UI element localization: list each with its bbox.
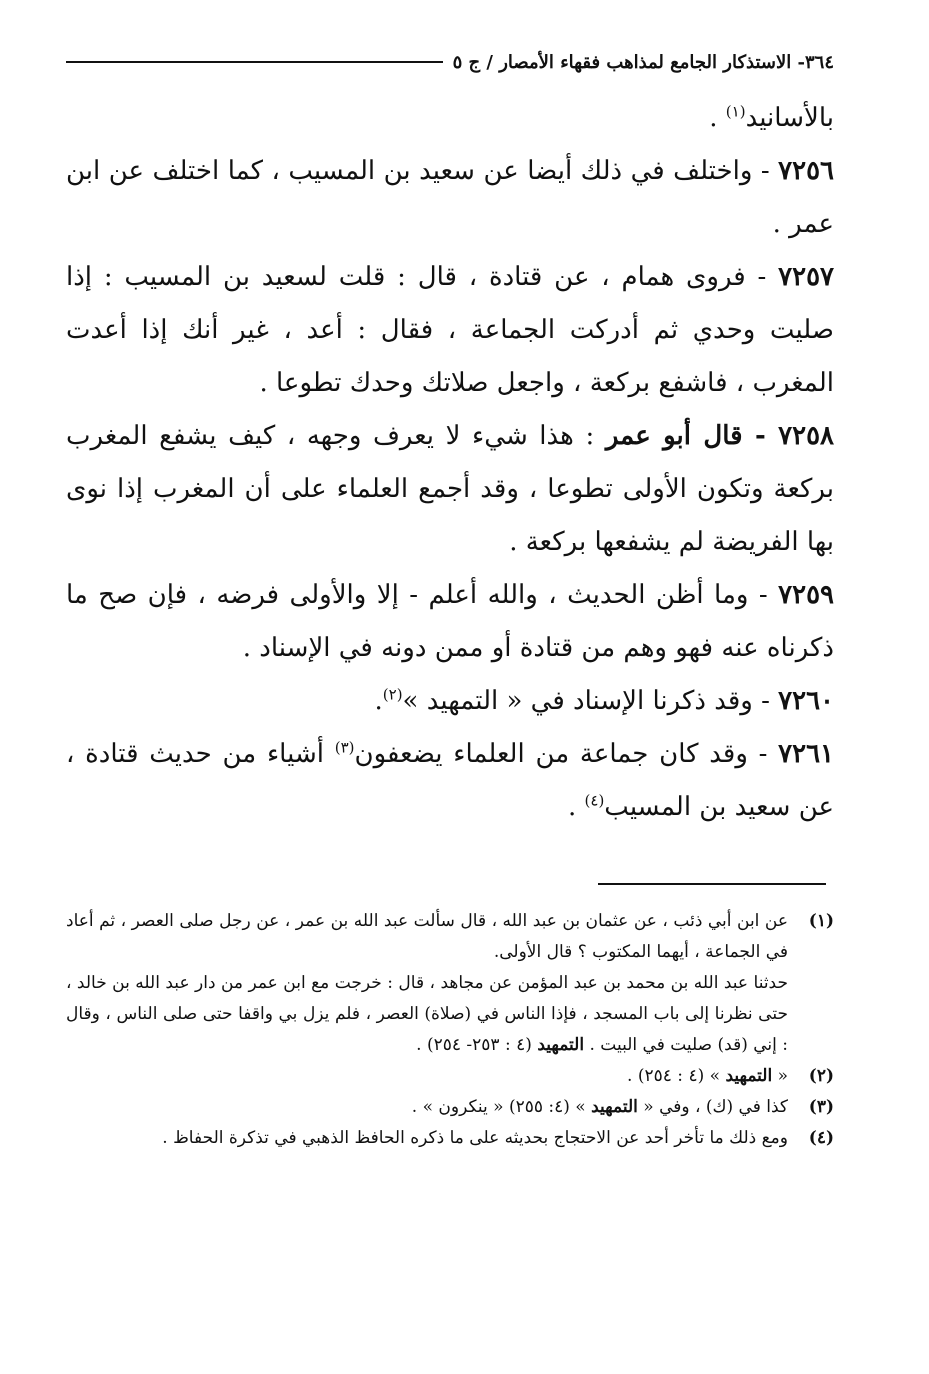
paragraph-number: ٧٢٥٩ [778,580,834,610]
paragraph-7258: ٧٢٥٨ - قال أبو عمر : هذا شيء لا يعرف وجهه ، كيف يشفع المغرب بركعة وتكون الأولى تطوعا ، وقد أجمع العلماء على أن المغرب إذا نوى بها الفريضة لم يشفعها بركعة . [66,421,834,557]
footnotes [66,906,834,1154]
footnote-1-continuation: حدثنا عبد الله بن محمد بن عبد المؤمن عن مجاهد ، قال : خرجت مع ابن عمر من دار عبد الله بن خالد ، حتى نظرنا إلى باب المسجد ، فإذا الناس في (صلاة) العصر ، فلم يزل بي واقفا حتى صلى الناس ، وقال : إني (قد) صليت في البيت . التمهيد (٤ : ٢٥٣- ٢٥٤) . [66,973,788,1055]
footnote-3: (٣)كذا في (ك) ، وفي « التمهيد » (٤: ٢٥٥) « ينكرون » . [66,1092,834,1123]
footnote-ref-1[interactable]: (١) [725,102,746,121]
speaker-label: - قال أبو عمر [605,421,779,451]
footnote-ref-4[interactable]: (٤) [584,791,605,810]
footnote-separator [598,883,826,885]
footnote-number: (٣) [808,1097,834,1117]
page-header [66,42,834,82]
footnote-2: (٢)« التمهيد » (٤ : ٢٥٤) . [66,1061,834,1092]
paragraph-number: ٧٢٥٧ [778,262,834,292]
paragraph-7260: ٧٢٦٠ - وقد ذكرنا الإسناد في « التمهيد »$^{(٢)}$. [374,685,834,716]
footnote-ref-3[interactable]: (٣) [334,738,355,757]
source-title: التمهيد [725,1066,773,1086]
paragraph-7261: ٧٢٦١ - وقد كان جماعة من العلماء يضعفون$^{(٣)}$ أشياء من حديث قتادة ، عن سعيد بن المسيب$^{(٤)}$ . [66,738,835,822]
paragraph-number: ٧٢٥٦ [778,156,834,186]
source-title: التمهيد [591,1097,638,1117]
source-title: التمهيد [537,1035,585,1055]
main-text [66,92,834,834]
paragraph-number: ٧٢٥٨ [778,421,834,451]
paragraph-number: ٧٢٦٠ [778,686,834,716]
footnote-ref-2[interactable]: (٢) [382,685,403,704]
header-rule [66,61,443,63]
footnote-4: (٤)ومع ذلك ما تأخر أحد عن الاحتجاج بحديثه على ما ذكره الحافظ الذهبي في تذكرة الحفاظ . [66,1123,834,1154]
paragraph-7256: ٧٢٥٦ - واختلف في ذلك أيضا عن سعيد بن المسيب ، كما اختلف عن ابن عمر . [66,156,834,239]
footnote-number: (٢) [808,1066,834,1086]
running-title: - الاستذكار الجامع لمذاهب فقهاء الأمصار / ج ٥ [452,51,805,73]
page-number: ٣٦٤ [804,51,834,73]
paragraph-number: ٧٢٦١ [778,739,835,769]
footnote-number: (٤) [808,1128,834,1148]
paragraph-7259: ٧٢٥٩ - وما أظن الحديث ، والله أعلم - إلا والأولى فرضه ، فإن صح ما ذكرناه عنه فهو وهم من قتادة أو ممن دونه في الإسناد . [66,580,834,663]
paragraph-7257: ٧٢٥٧ - فروى همام ، عن قتادة ، قال : قلت لسعيد بن المسيب : إذا صليت وحدي ثم أدركت الجماعة ، فقال : أعد ، غير أنك إذا أعدت المغرب ، فاشفع بركعة ، واجعل صلاتك وحدك تطوعا . [66,262,834,398]
footnote-1: (١)عن ابن أبي ذئب ، عن عثمان بن عبد الله ، قال سألت عبد الله بن عمر ، عن رجل صلى العصر ، ثم أعاد في الجماعة ، أيهما المكتوب ؟ قال الأولى. [66,906,834,968]
footnote-number: (١) [808,911,834,931]
paragraph-continuation: بالأسانيد$^{(١)}$ . [709,102,834,133]
